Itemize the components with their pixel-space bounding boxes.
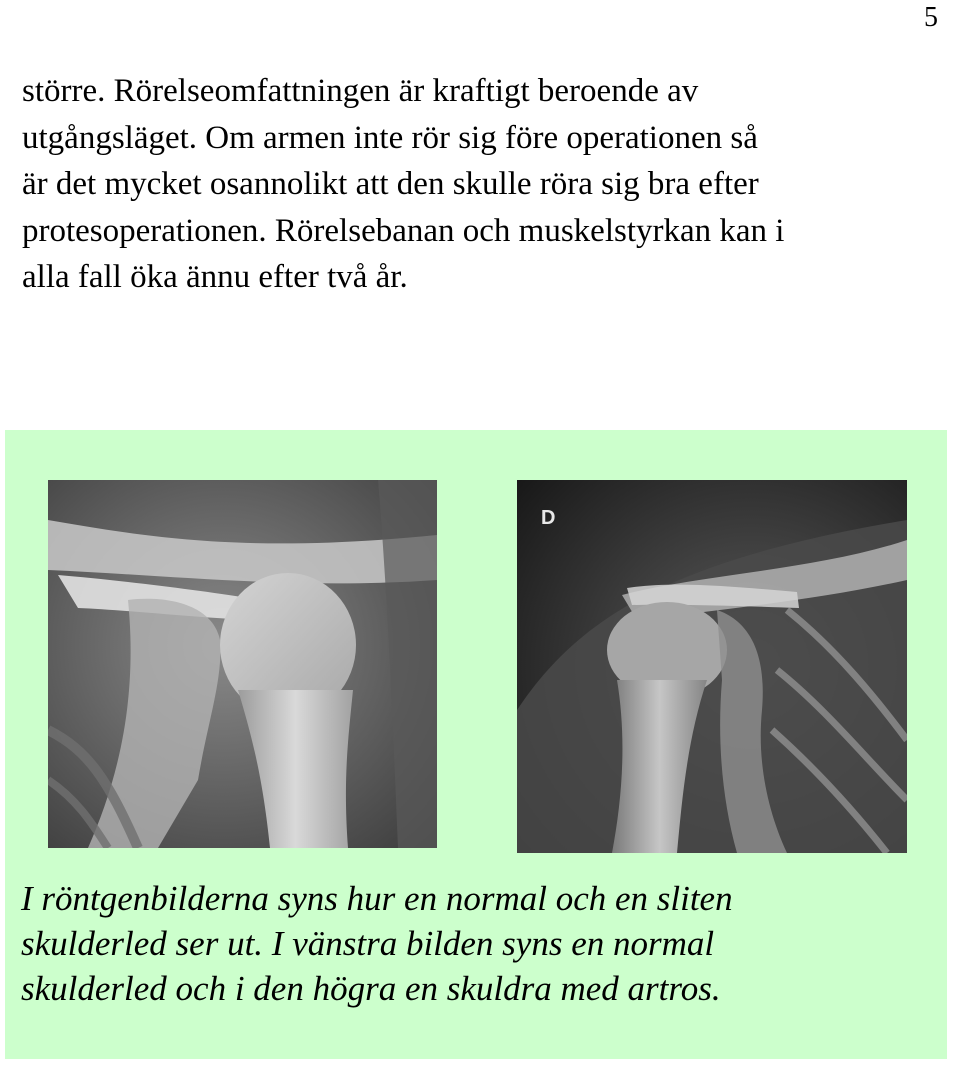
xray-normal-shoulder [48, 480, 437, 848]
figure-caption [21, 876, 936, 1011]
caption-line: skulderled ser ut. I vänstra bilden syns en normal [21, 924, 715, 963]
page-number: 5 [924, 2, 938, 33]
body-line: alla fall öka ännu efter två år. [22, 259, 408, 295]
caption-line: I röntgenbilderna syns hur en normal och en sliten [21, 879, 733, 918]
body-line: protesoperationen. Rörelsebanan och muskelstyrkan kan i [22, 212, 785, 249]
body-line: utgångsläget. Om armen inte rör sig före operationen så [22, 119, 758, 156]
xray-arthrosis-shoulder [517, 480, 907, 853]
body-line: är det mycket osannolikt att den skulle röra sig bra efter [22, 166, 759, 202]
figure-box [5, 430, 947, 1059]
caption-line: skulderled och i den högra en skuldra med artros. [21, 969, 721, 1008]
body-line: större. Rörelseomfattningen är kraftigt beroende av [22, 73, 699, 109]
xray-marker-d: D [541, 507, 556, 529]
body-paragraph [22, 68, 947, 301]
